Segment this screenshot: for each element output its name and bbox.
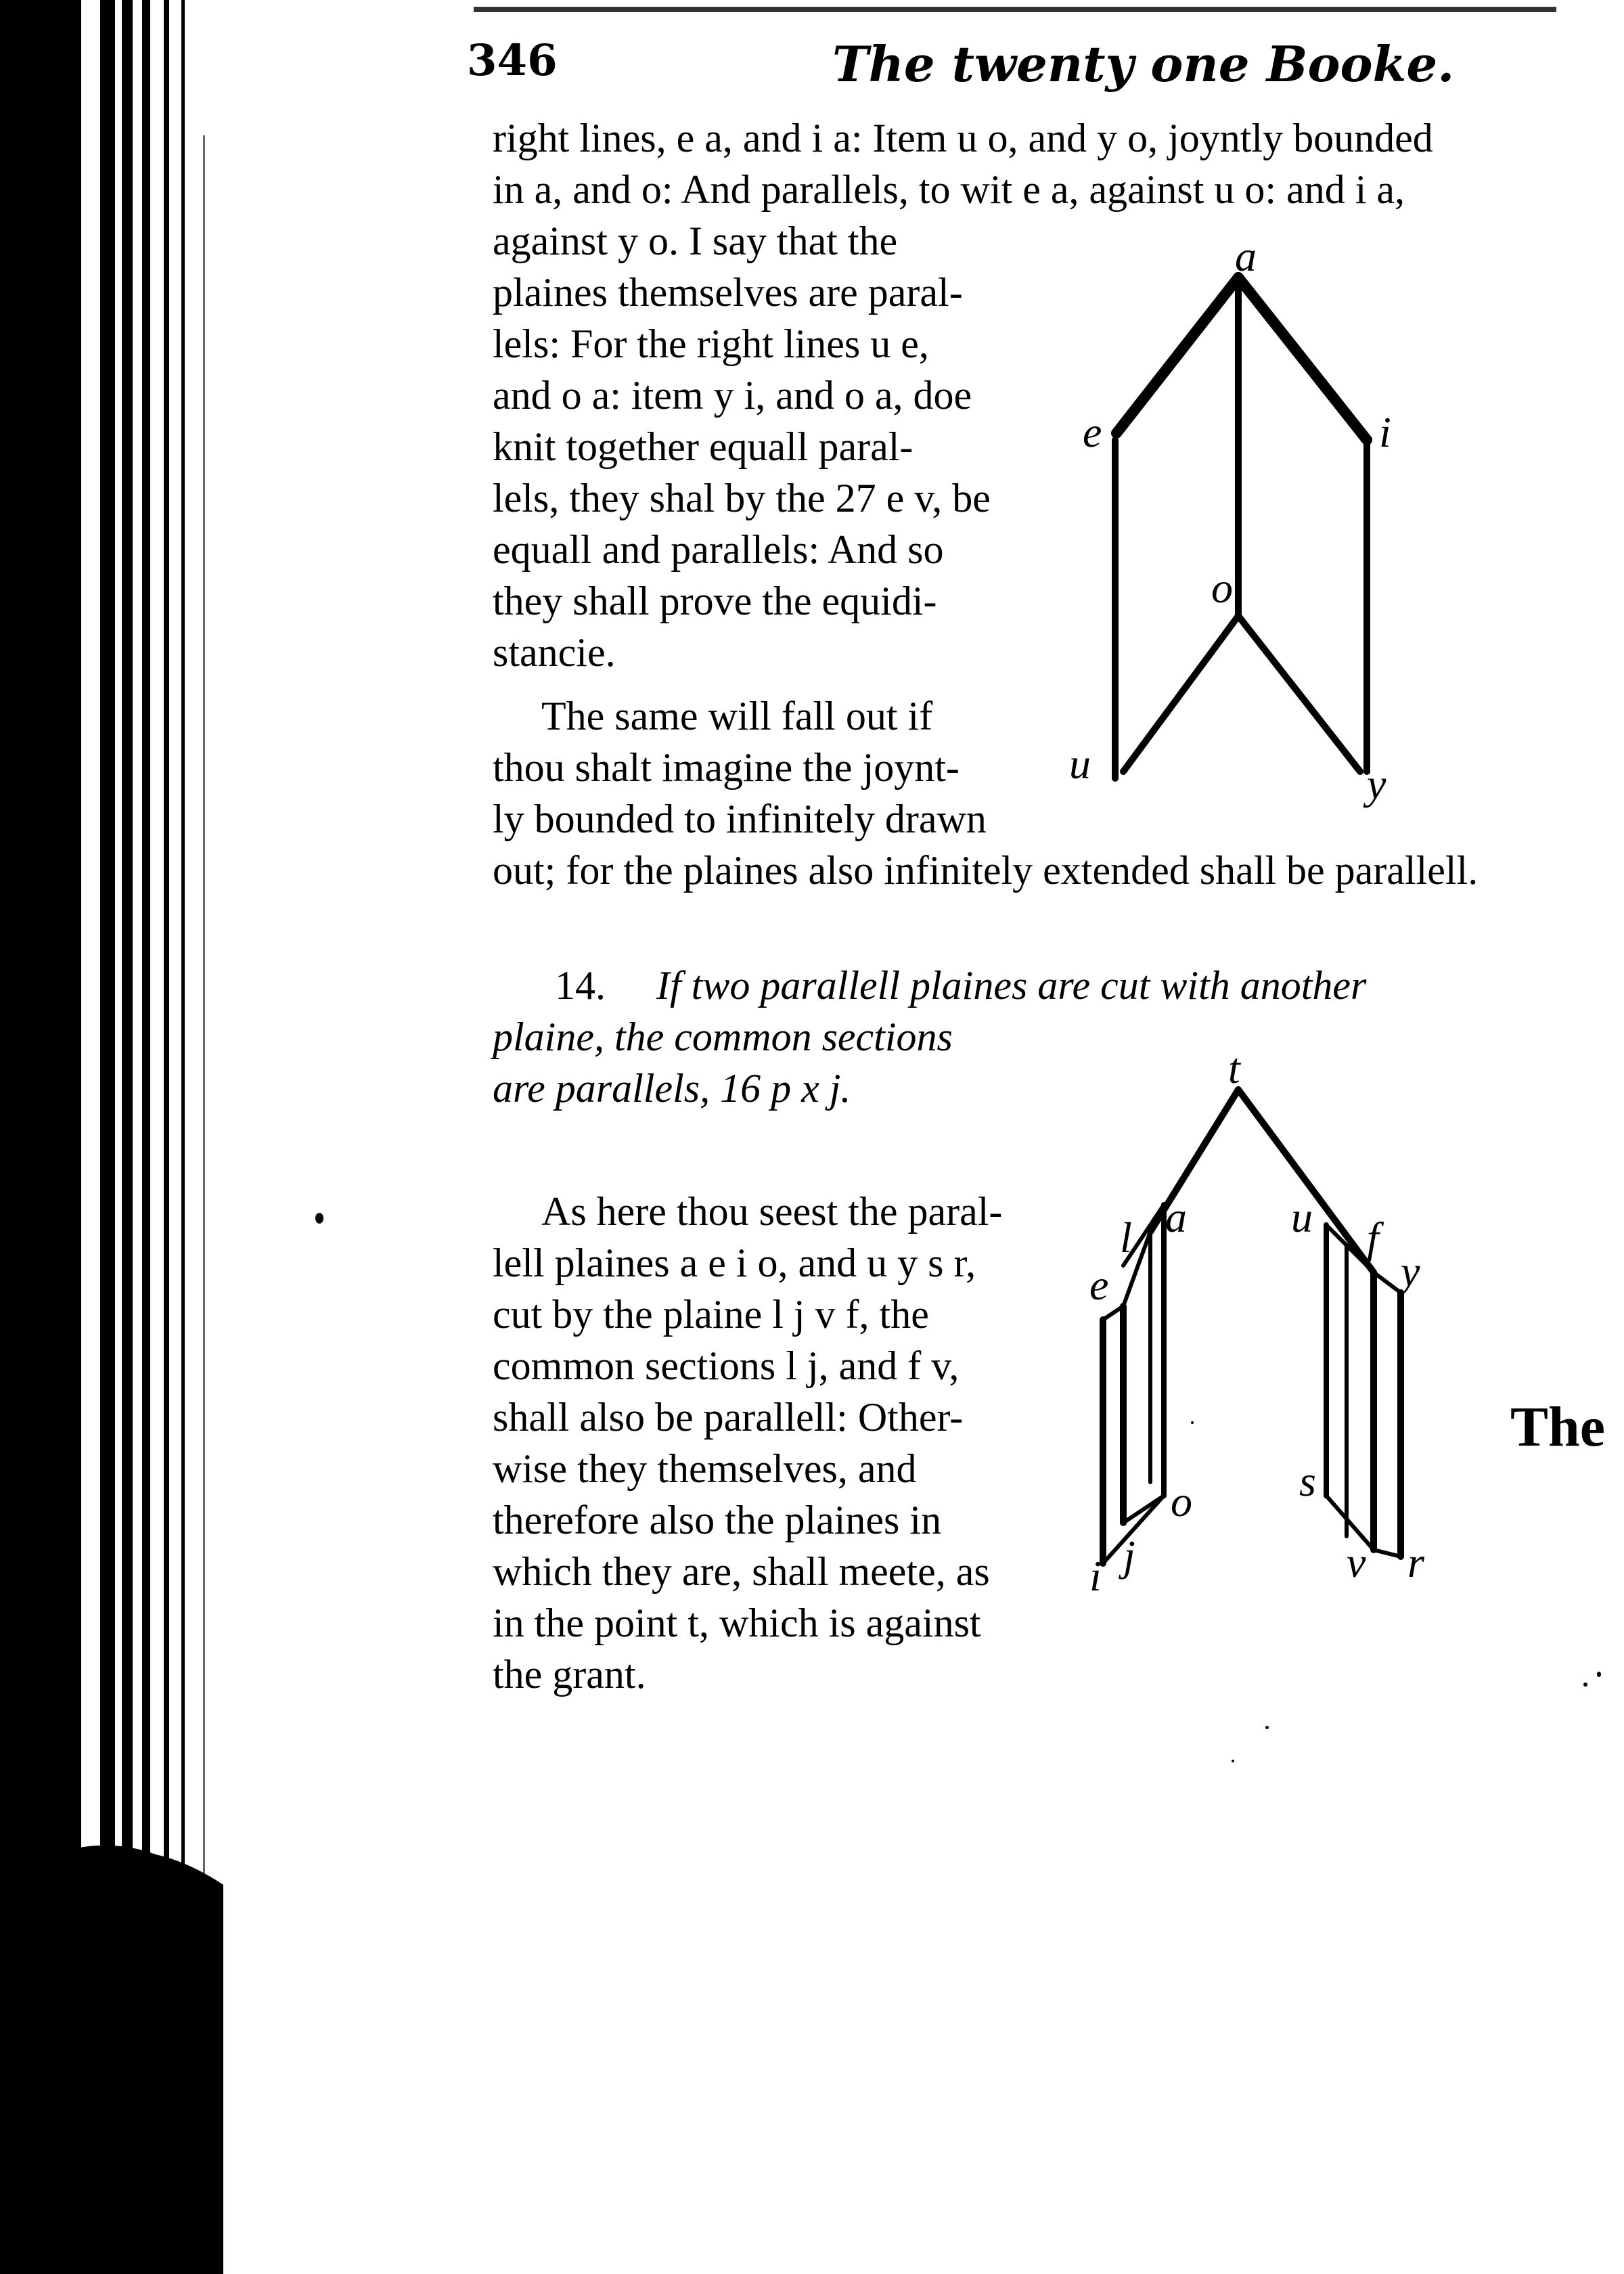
page-header [467,35,1617,103]
label-u: u [1291,1193,1313,1241]
figure-parallel-planes [1069,237,1624,846]
text-line: lels: For the right lines u e, [493,321,929,366]
text-line: knit together equall paral- [493,424,914,469]
ink-speck [1232,1760,1234,1762]
edge-ou [1123,616,1238,772]
label-l: l [1120,1213,1132,1262]
text-line: therefore also the plaines in [493,1498,942,1542]
label-e: e [1083,408,1102,456]
text-line: cut by the plaine l j v f, the [493,1292,929,1337]
label-y: y [1401,1247,1420,1295]
ink-speck [1191,1421,1194,1424]
text-line: the grant. [493,1652,646,1697]
label-i: i [1089,1552,1102,1600]
text-line: shall also be parallell: Other- [493,1395,964,1440]
text-line: The same will fall out if [541,694,933,738]
running-title: The twenty one Booke. [832,35,1455,93]
label-s: s [1299,1457,1316,1505]
label-a: a [1235,237,1257,280]
text-line: they shall prove the equidi- [493,579,937,623]
ink-speck [1265,1726,1269,1729]
text-line: in a, and o: And parallels, to wit e a, against u o: and i a, [493,167,1405,212]
figure-cut-planes [1076,1049,1455,1604]
label-i: i [1379,408,1391,456]
catchword: The [1510,1396,1606,1458]
label-o: o [1171,1477,1192,1525]
text-line: against y o. I say that the [493,219,898,263]
proposition-line: are parallels, 16 p x j. [493,1066,851,1111]
text-line: in the point t, which is against [493,1601,981,1645]
ink-speck [1597,1672,1601,1677]
label-f: f [1367,1213,1379,1262]
text-line: right lines, e a, and i a: Item u o, and y o, joyntly bounded [493,116,1433,160]
edge-ai [1238,277,1367,440]
text-line: plaines themselves are paral- [493,270,963,315]
label-v: v [1347,1538,1366,1586]
ink-speck [1583,1682,1587,1687]
ink-speck [315,1213,323,1224]
label-u: u [1069,740,1091,788]
edge-tf [1238,1090,1374,1272]
label-a: a [1165,1193,1187,1241]
text-line: lell plaines a e i o, and u y s r, [493,1241,976,1285]
label-o: o [1211,564,1233,612]
text-line: which they are, shall meete, as [493,1549,990,1594]
text-line: lels, they shal by the 27 e v, be [493,476,991,520]
label-t: t [1228,1049,1240,1092]
label-y: y [1367,760,1386,808]
label-e: e [1089,1261,1109,1309]
text-line: wise they themselves, and [493,1446,917,1491]
text-line: and o a: item y i, and o a, doe [493,373,972,418]
scan-smudge [474,7,1556,12]
edge-ae [1116,277,1238,433]
text-line: equall and parallels: And so [493,527,944,572]
proposition-number: 14. [555,963,606,1008]
text-line: ly bounded to infinitely drawn [493,797,987,841]
label-j: j [1123,1532,1135,1580]
proposition-line: If two parallell plaines are cut with another [656,963,1367,1008]
edge-oy [1238,616,1360,772]
label-r: r [1407,1538,1424,1586]
text-line: thou shalt imagine the joynt- [493,745,960,790]
book-binding-edge [0,0,223,2274]
text-line: common sections l j, and f v, [493,1343,960,1388]
proposition-line: plaine, the common sections [493,1015,953,1059]
page-number: 346 [467,35,558,86]
text-line: stancie. [493,630,616,675]
text-line: out; for the plaines also infinitely extended shall be parallell. [493,848,1479,893]
text-line: As here thou seest the paral- [541,1189,1003,1234]
